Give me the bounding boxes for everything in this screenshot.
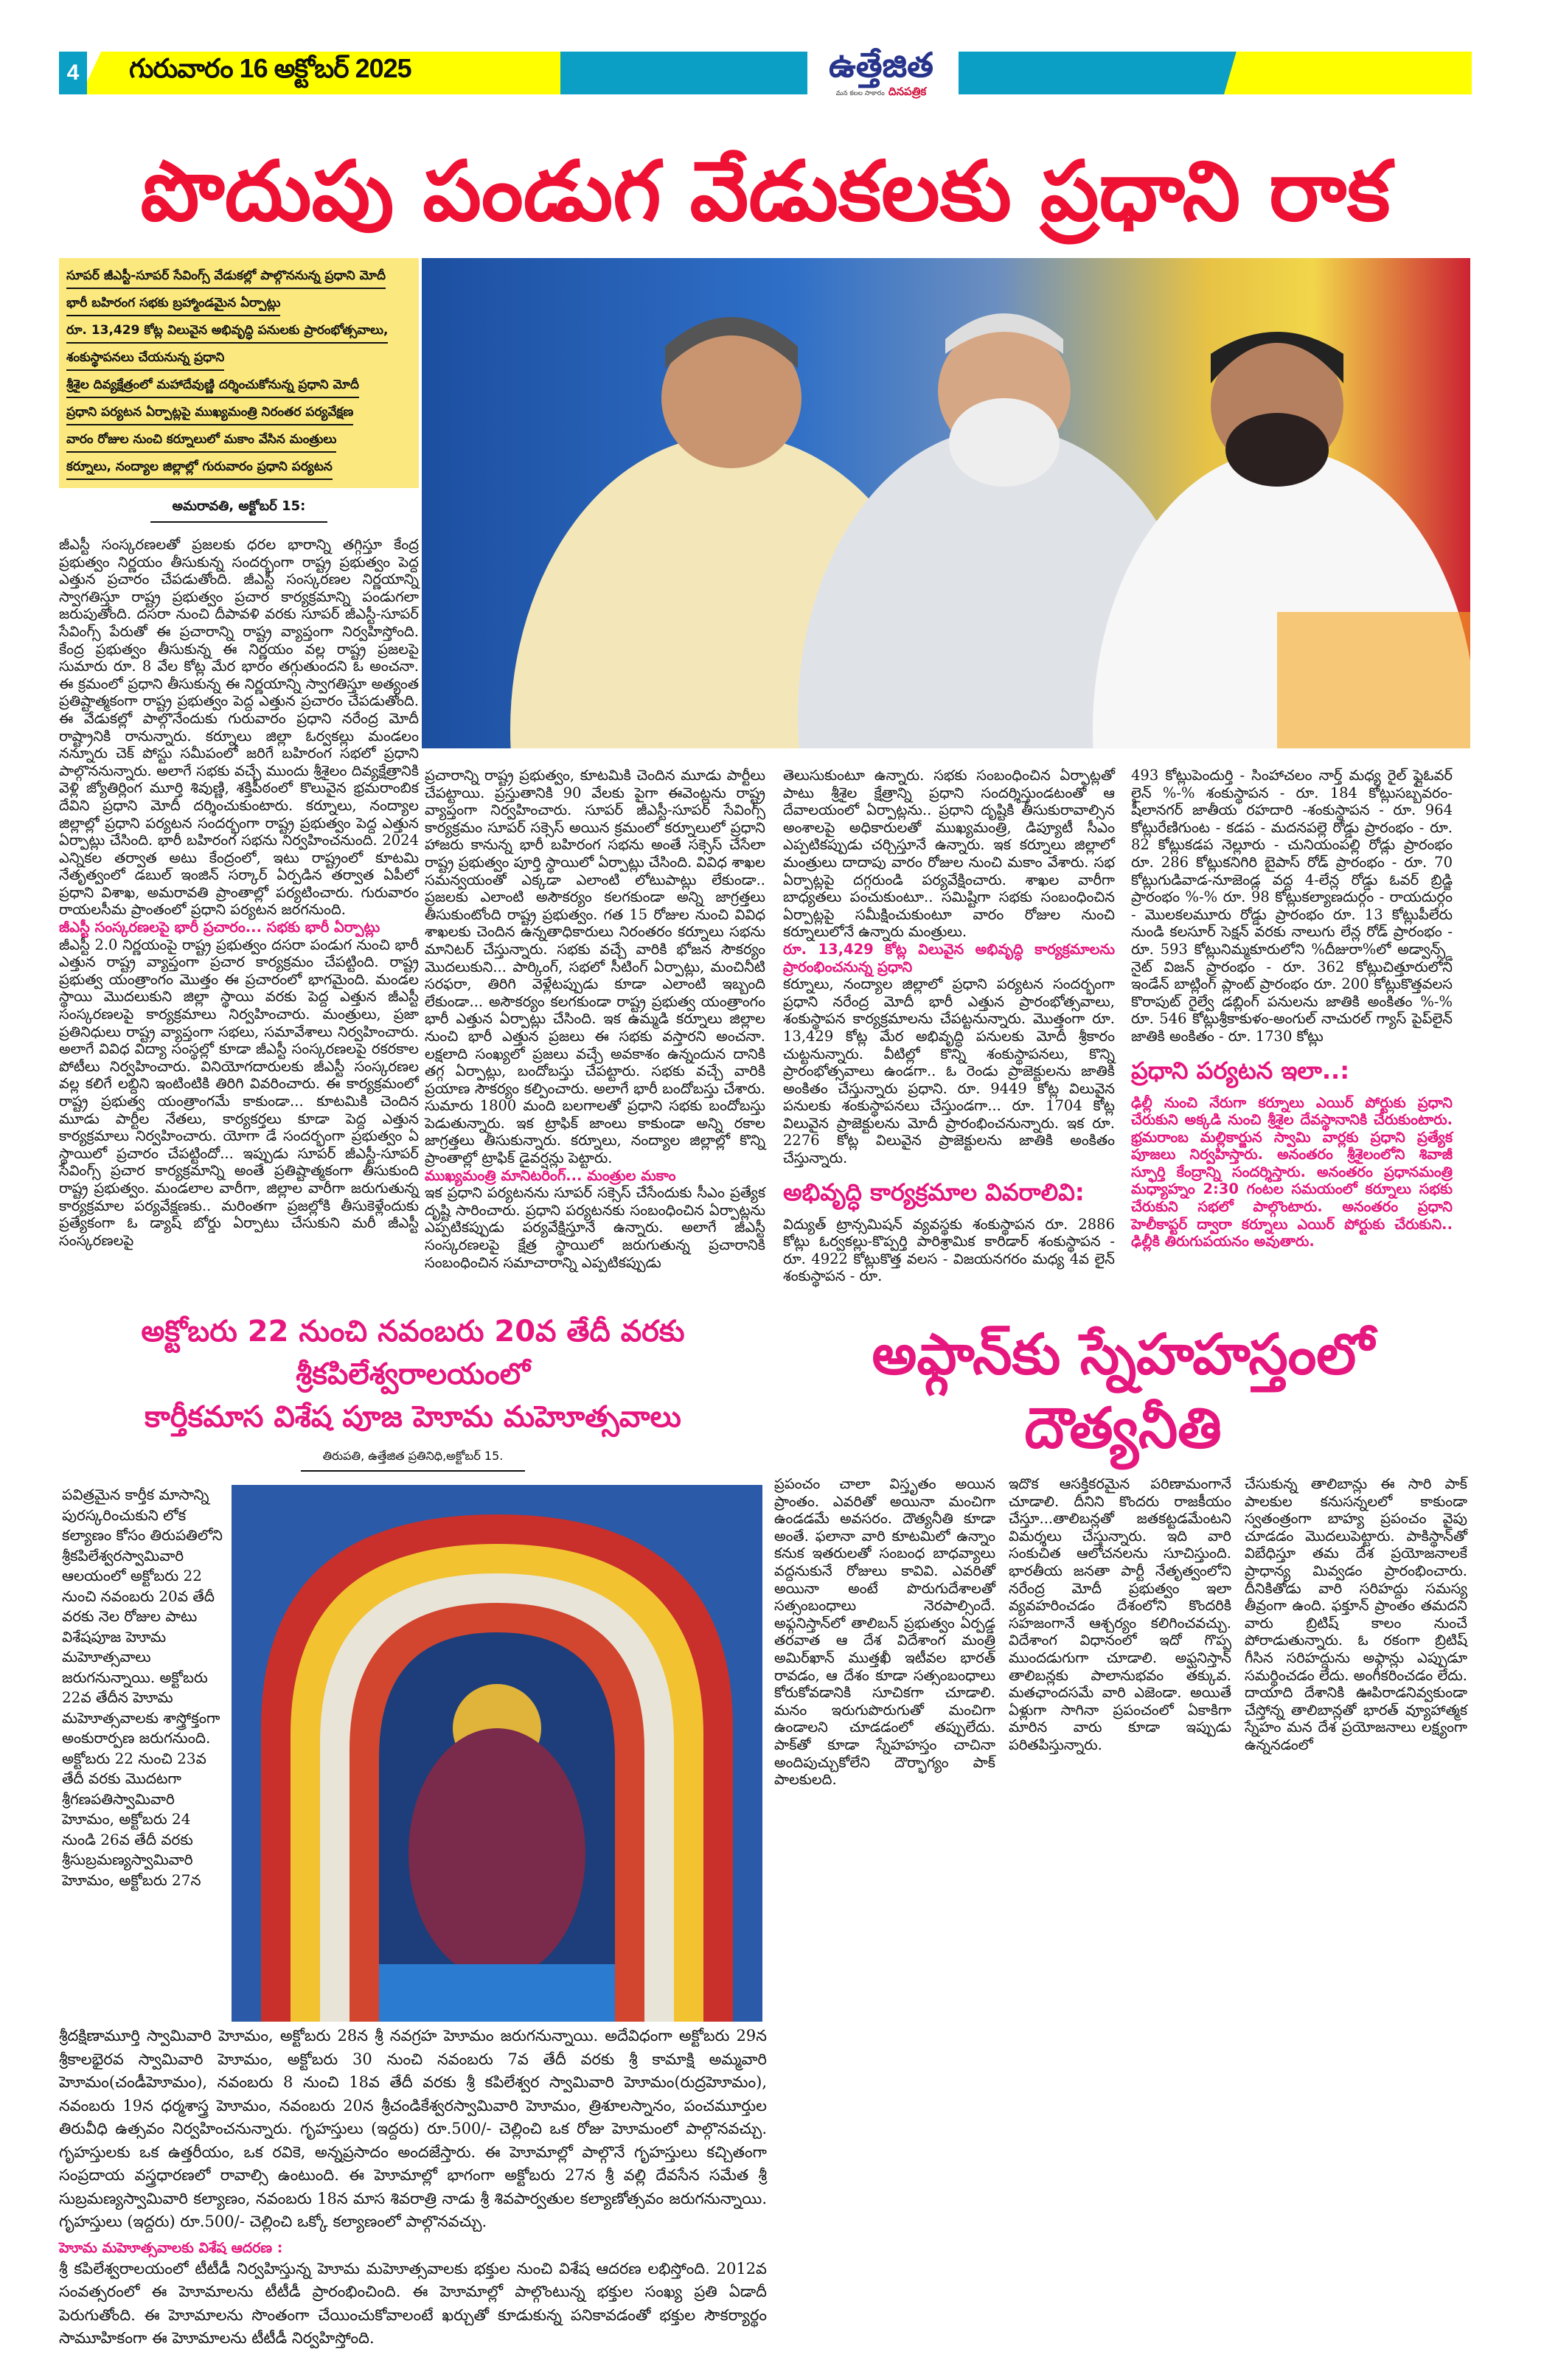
paragraph: కర్నూలు, నంద్యాల జిల్లాలో ప్రధాని పర్యటన సందర్భంగా ప్రధాని నరేంద్ర మోదీ భారీ ఎత్తున ప్రారంభోత్సవాలు, శంకుస్థాపన కార్యక్రమాలను చేపట్టనున్నారు. మొత్తంగా రూ. 13,429 కోట్ల మేర అభివృద్ధి పనులకు మోదీ శ్రీకారం చుట్టనున్నారు. వీటిల్లో కొన్ని శంకుస్థాపనలు, కొన్ని ప్రారంభోత్సవాలు ఉండగా.. ఓ రెండు ప్రాజెక్టులను జాతికి అంకితం చేస్తున్నారు ప్రధాని. రూ. 9449 కోట్ల విలువైన పనులకు శంకుస్థాపనలు చేస్తుండగా... రూ. 1704 కోట్ల విలువైన ప్రాజెక్టులను మోదీ ప్రారంభించనున్నారు. ఇక రూ. 2276 కోట్ల విలువైన ప్రాజెక్టులను జాతికి అంకితం చేస్తున్నారు. xyxy=(783,975,1115,1167)
paragraph: 493 కోట్లుపెందుర్తి - సింహాచలం నార్త్ మధ్య రైల్ ఫ్లైఓవర్ లైన్ %-% శంకుస్థాపన - రూ. 184 కోట్లుసబ్బవరం-షీలానగర్ జాతీయ రహదారి -శంకుస్థాపన - రూ. 964 కోట్లురేణిగుంట - కడప - మదనపల్లె రోడ్డు ప్రారంభం - రూ. 82 కోట్లుకడప నెల్లూరు - చునియంపల్లి రోడ్లు ప్రారంభం రూ. 286 కోట్లుకనిగిరి బైపాస్ రోడ్ ప్రారంభం - రూ. 70 కోట్లుగుడివాడ-నూజెండ్ల వద్ద 4-లేన్ల రోడ్డు ఓవర్ బ్రిడ్జి ప్రారంభం %-% రూ. 98 కోట్లుకల్యాణదుర్గం - రాయదుర్గం - మొలకలమూరు రోడ్డు ప్రారంభం రూ. 13 కోట్లుపీలేరు నుండి కలసూర్ సెక్షన్ వరకు నాలుగు లేన్ల రోడ్ ప్రారంభం - రూ. 593 కోట్లునిమ్మకూరులోని %దీజురా%లో అడ్వాన్స్డ్ నైట్ విజన్ ప్రారంభం - రూ. 362 కోట్లుచిత్తూరులోని ఇండేన్ బాట్లింగ్ ప్లాంట్ ప్రారంభం రూ. 200 కోట్లుకొత్తవలస కొరాపుట్ రైల్వే డబ్లింగ్ పనులను జాతికి అంకితం %-% రూ. 546 కోట్లుశ్రీకాకుళం-అంగుల్ నాచురల్ గ్యాస్ పైప్‌లైన్ జాతికి అంకితం - రూ. 1730 కోట్లు xyxy=(1131,767,1453,1045)
temple-final-paragraph: శ్రీ కపిలేశ్వరాలయంలో టీటీడీ నిర్వహిస్తున్న హెూమ మహెూత్సవాలకు భక్తుల నుంచి విశేష ఆదరణ లభిస్తోంది. 2012వ సంవత్సరంలో ఈ హెూమాలను టీటీడీ ప్రారంభించింది. ఈ హెూమాల్లో పాల్గొంటున్న భక్తుల సంఖ్య ప్రతి ఏడాదీ పెరుగుతోంది. ఈ హెూమాలను సొంతంగా చేయించుకోవాలంటే ఖర్చుతో కూడుకున్న పనికావడంతో భక్తుల సౌకర్యార్థం సామూహికంగా ఈ హెూమాలను టీటీడీ నిర్వహిస్తోంది. xyxy=(59,2259,767,2348)
temple-narrow-column: పవిత్రమైన కార్తీక మాసాన్ని పురస్కరించుకుని లోక కల్యాణం కోసం తిరుపతిలోని శ్రీకపిలేశ్వరస్వామివారి ఆలయంలో అక్టోబరు 22 నుంచి నవంబరు 20వ తేదీ వరకు నెల రోజుల పాటు విశేషపూజ హెూమ మహెూత్సవాలు జరుగనున్నాయి. అక్టోబరు 22వ తేదీన హెూమ మహెూత్సవాలకు శాస్త్రోక్తంగా అంకురార్పణ జరుగనుంది. అక్టోబరు 22 నుంచి 23వ తేదీ వరకు మొదటగా శ్రీగణపతిస్వామివారి హెూమం, అక్టోబరు 24 నుండి 26వ తేదీ వరకు శ్రీసుబ్రమణ్యస్వామివారి హెూమం, అక్టోబరు 27న xyxy=(62,1486,223,1889)
main-article-column-3 xyxy=(783,258,1115,1285)
afghan-column-1: ప్రపంచం చాలా విస్తృతం అయిన ప్రాంతం. ఎవరితో అయినా మంచిగా ఉండడమే అవసరం. దౌత్యనీతి కూడా అంతే. ఫలానా వారి కూటమిలో ఉన్నాం కనుక ఇతరులతో సంబంధ బాధవ్యాలు వద్దనుకునే రోజులు కావివి. ఎవరితో అయినా అంటే పొరుగుదేశాలతో సత్సంబంధాలు నెరపాల్సిందే. అఫ్గనిస్తాన్‌లో తాలిబన్ ప్రభుత్వం ఏర్పడ్డ తరవాత ఆ దేశ విదేశాంగ మంత్రి అమిర్‌ఖాన్ ముత్తఖీ ఇటీవల భారత్ రావడం, ఆ దేశం కూడా సత్సంబంధాలు కోరుకోవడానికి సూచికగా చూడాలి. మనం ఇరుగుపొరుగుతో మంచిగా ఉండాలని చూడడంలో తప్పులేదు. పాక్‌తో కూడా స్నేహహస్తం చాచినా అందిపుచ్చుకోలేని దౌర్భాగ్యం పాక్ పాలకులది. xyxy=(774,1475,995,1789)
highlight-item: శ్రీశైల దివ్యక్షేత్రంలో మహాదేవుణ్ణి దర్శించుకోనున్న ప్రధాని మోదీ xyxy=(66,373,359,398)
main-article-column-1-wrap xyxy=(59,258,419,1249)
temple-dateline xyxy=(59,1449,767,1472)
lower-section xyxy=(59,1310,1472,2380)
highlight-item: సూపర్ జీఎస్టీ-సూపర్ సేవింగ్స్ వేడుకల్లో పాల్గొననున్న ప్రధాని మోదీ xyxy=(66,264,386,289)
paragraph: ఇక ప్రధాని పర్యటనను సూపర్ సక్సెస్ చేసేందుకు సీఎం ప్రత్యేక దృష్టి సారించారు. ప్రధాని పర్యటనకు సంబంధించిన ఏర్పాట్లను ఎప్పటికప్పుడు పర్యవేక్షిస్తూనే ఉన్నారు. అలాగే జీఎస్టీ సంస్కరణలపై క్షేత్ర స్థాయిలో జరుగుతున్న ప్రచారానికి సంబంధించిన సమాచారాన్ని ఎప్పటికప్పుడు xyxy=(425,1184,765,1271)
temple-paragraph: శ్రీదక్షిణామూర్తి స్వామివారి హెూమం, అక్టోబరు 28న శ్రీ నవగ్రహ హెూమం జరుగనున్నాయి. అదేవిధంగా అక్టోబరు 29న శ్రీకాలభైరవ స్వామివారి హెూమం, అక్టోబరు 30 నుంచి నవంబరు 7వ తేదీ వరకు శ్రీ కామాక్షి అమ్మవారి హెూమం(చండీహెూమం), నవంబరు 8 నుంచి 18వ తేదీ వరకు శ్రీ కపిలేశ్వర స్వామివారి హెూమం(రుద్రహెూమం), నవంబరు 19న ధర్మశాస్త్ర హెూమం, నవంబరు 20న శ్రీచండికేశ్వరస్వామివారి హెూమం, త్రిశూలస్నానం, పంచమూర్తుల తిరువీధి ఉత్సవం నిర్వహించనున్నారు. గృహస్తులు (ఇద్దరు) రూ.500/- చెల్లించి ఒక రోజు హెూమంలో పాల్గొనవచ్చు. గృహస్తులకు ఒక ఉత్తరీయం, ఒక రవికె, అన్నప్రసాదం అందజేస్తారు. ఈ హెూమాల్లో పాల్గొనే గృహస్తులు కచ్చితంగా సంప్రదాయ వస్త్రధారణలో రావాల్సి ఉంటుంది. ఈ హెూమాల్లో భాగంగా అక్టోబరు 27న శ్రీ వల్లి దేవసేన సమేత శ్రీ సుబ్రమణ్యస్వామివారి కల్యాణం, నవంబరు 18న మాస శివరాత్రి నాడు శ్రీ శివపార్వతుల కల్యాణోత్సవం జరుగనున్నాయి. గృహస్తులు (ఇద్దరు) రూ.500/- చెల్లించి ఒక్కో కల్యాణంలో పాల్గొనవచ్చు. xyxy=(59,2027,767,2231)
logo-tagline: మన కలల సాకారం xyxy=(835,90,885,97)
page-number: 4 xyxy=(59,52,87,94)
main-dateline xyxy=(59,498,419,523)
afghan-article-headline: అఫ్గాన్‌కు స్నేహహస్తంలో దౌత్యనీతి xyxy=(872,1321,1374,1461)
temple-subheading: హెూమ మహెూత్సవాలకు విశేష ఆదరణ : xyxy=(59,2239,283,2256)
deity-photo-illustration xyxy=(232,1485,762,2022)
temple-intro-row xyxy=(59,1485,767,2022)
paragraph: తెలుసుకుంటూ ఉన్నారు. సభకు సంబంధించిన ఏర్పాట్లతో పాటు శ్రీశైల క్షేత్రాన్ని ప్రధాని సందర్శిస్తుండటంతో ఆ దేవాలయంలో ఏర్పాట్లను.. ప్రధాని దృష్టికి తీసుకురావాల్సిన అంశాలపై అధికారులతో ముఖ్యమంత్రి, డిప్యూటీ సీఎం ఎప్పటికప్పుడు చర్చిస్తూనే ఉన్నారు. ఇక కర్నూలు జిల్లాలో మంత్రులు దాదాపు వారం రోజుల నుంచి మకాం వేశారు. సభ ఏర్పాట్లపై దగ్గరుండి పర్యవేక్షించారు. శాఖల వారీగా బాధ్యతలు పంచుకుంటూ.. సమిష్టిగా సభకు సంబంధించిన ఏర్పాట్లపై సమీక్షించుకుంటూ వారం రోజుల నుంచి కర్నూలులోనే ఉన్నారు మంత్రులు. xyxy=(783,767,1115,941)
main-article-column-4 xyxy=(1131,258,1453,1250)
temple-dateline-text: తిరుపతి, ఉత్తేజిత ప్రతినిధి,అక్టోబర్ 15. xyxy=(301,1449,526,1472)
paragraph: విద్యుత్ ట్రాన్సమిషన్ వ్యవస్థకు శంకుస్థాపన రూ. 2886 కోట్లు ఓర్వకల్లు-కొప్పర్తి పారిశ్రామిక కారిడార్ శంకుస్థాపన - రూ. 4922 కోట్లుకొత్త వలస - విజయనగరం మధ్య 4వ లైన్ శంకుస్థాపన - రూ. xyxy=(783,1215,1115,1285)
main-article-column-1 xyxy=(59,536,419,1249)
subheading: జీఎస్టీ సంస్కరణలపై భారీ ప్రచారం... సభకు భారీ ఏర్పాట్లు xyxy=(59,919,380,936)
highlight-item: కర్నూలు, నంద్యాల జిల్లాల్లో గురువారం ప్రధాని పర్యటన xyxy=(66,455,333,480)
highlight-item: వారం రోజుల నుంచి కర్నూలులో మకాం వేసిన మంత్రులు xyxy=(66,428,336,453)
highlight-item: శంకుస్థాపనలు చేయనున్న ప్రధాని xyxy=(66,346,224,371)
paragraph: జీఎస్టీ సంస్కరణలతో ప్రజలకు ధరల భారాన్ని తగ్గిస్తూ కేంద్ర ప్రభుత్వం నిర్ణయం తీసుకున్న సందర్భంగా రాష్ట్ర ప్రభుత్వం పెద్ద ఎత్తున ప్రచారం చేపడుతోంది. జీఎస్టీ సంస్కరణల నిర్ణయాన్ని స్వాగతిస్తూ రాష్ట్ర ప్రభుత్వం ప్రచార కార్యక్రమాన్ని పండుగలా జరుపుతోంది. దసరా నుంచి దీపావళి వరకు సూపర్ జీఎస్టీ-సూపర్ సేవింగ్స్ పేరుతో ఈ ప్రచారాన్ని రాష్ట్ర వ్యాప్తంగా నిర్వహిస్తోంది. కేంద్ర ప్రభుత్వం తీసుకున్న ఈ నిర్ణయం వల్ల రాష్ట్ర ప్రజలపై సుమారు రూ. 8 వేల కోట్ల మేర భారం తగ్గుతుందని ఓ అంచనా. ఈ క్రమంలో ప్రధాని తీసుకున్న ఈ నిర్ణయాన్ని స్వాగతిస్తూ అత్యంత ప్రతిష్టాత్మకంగా రాష్ట్ర ప్రభుత్వం పెద్ద ఎత్తున ప్రచారం చేపడుతోంది. ఈ వేడుకల్లో పాల్గొనేందుకు గురువారం ప్రధాని నరేంద్ర మోదీ రాష్ట్రానికి రానున్నారు. కర్నూలు జిల్లా ఓర్వకల్లు మండలం నన్నూరు చెక్ పోస్టు సమీపంలో జరిగే బహిరంగ సభలో ప్రధాని పాల్గొననున్నారు. అలాగే సభకు వచ్చే ముందు శ్రీశైలం దివ్యక్షేత్రానికి వెళ్లి జ్యోతిర్లింగ మూర్తి శివుణ్ణి, శక్తిపీఠంలో కొలువైన భ్రమరాంబిక దేవిని ప్రధాని మోదీ దర్శించుకుంటారు. కర్నూలు, నంద్యాల జిల్లాల్లో ప్రధాని పర్యటన సందర్భంగా రాష్ట్ర ప్రభుత్వం పెద్ద ఎత్తున ఏర్పాట్లు చేసింది. భారీ బహిరంగ సభను నిర్వహించనుంది. 2024 ఎన్నికల తర్వాత అటు కేంద్రంలో, ఇటు రాష్ట్రంలో కూటమి నేతృత్వంలో డబుల్ ఇంజిన్ సర్కార్ ఏర్పడిన తర్వాత ఏపీలో ప్రధాని విశాఖ, అమరావతి ప్రాంతాల్లో పర్యటించారు. గురువారం రాయలసీమ ప్రాంతంలో ప్రధాని పర్యటన జరగనుంది. xyxy=(59,536,419,919)
main-headline: పొదుపు పండుగ వేడుకలకు ప్రధాని రాక xyxy=(140,144,1391,240)
section-heading: ప్రధాని పర్యటన ఇలా..: xyxy=(1131,1056,1349,1085)
section-heading: అభివృద్ధి కార్యక్రమాల వివరాలివి: xyxy=(783,1177,1085,1206)
paragraph: ప్రచారాన్ని రాష్ట్ర ప్రభుత్వం, కూటమికి చెందిన మూడు పార్టీలు చేపట్టాయి. ప్రస్తుతానికి 90 వేలకు పైగా ఈవెంట్లను రాష్ట్ర వ్యాప్తంగా నిర్వహించారు. సూపర్ జీఎస్టీ-సూపర్ సేవింగ్స్ కార్యక్రమం సూపర్ సక్సెస్ అయిన క్రమంలో కర్నూలులో ప్రధాని హాజరు కానున్న భారీ బహిరంగ సభను అంతే సక్సెస్ చేసేలా రాష్ట్ర ప్రభుత్వం పూర్తి స్థాయిలో ఏర్పాట్లు చేసింది. వివిధ శాఖల సమన్వయంతో ఎక్కడా ఎలాంటి లోటుపాట్లు లేకుండా.. ప్రజలకు ఎలాంటి అసౌకర్యం కలగకుండా అన్ని జాగ్రత్తలు తీసుకుంటోంది రాష్ట్ర ప్రభుత్వం. గత 15 రోజుల నుంచి వివిధ శాఖలకు చెందిన ఉన్నతాధికారులు నిరంతరం కర్నూలు సభను మానిటర్ చేస్తున్నారు. సభకు వచ్చే వారికి భోజన సౌకర్యం మొదలుకుని... పార్కింగ్, సభలో సీటింగ్ ఏర్పాట్లు, మంచినీటి సరఫరా, తిరిగి వెళ్లేటప్పుడు కూడా ఎలాంటి ఇబ్బంది లేకుండా... అసౌకర్యం కలగకుండా రాష్ట్ర ప్రభుత్వ యంత్రాంగం భారీ ఎత్తున ఏర్పాట్లు చేసింది. ఇక ఉమ్మడి కర్నూలు జిల్లాల నుంచి భారీ ఎత్తున ప్రజలు ఈ సభకు వస్తారని అంచనా. లక్షలాది సంఖ్యలో ప్రజలు వచ్చే అవకాశం ఉన్నందున దానికి తగ్గ ఏర్పాట్లు, బందోబస్తు చేపట్టారు. సభకు వచ్చే వారికి ప్రయాణ సౌకర్యం కల్పించారు. అలాగే భారీ బందోబస్తు చేశారు. సుమారు 1800 మంది బలగాలతో ప్రధాని సభకు బందోబస్తు పెడుతున్నారు. ఇక ట్రాఫిక్ జాంలు కాకుండా అన్ని రకాల జాగ్రత్తలు తీసుకున్నారు. కర్నూలు, నంద్యాల జిల్లాల్లో కొన్ని ప్రాంతాల్లో ట్రాఫిక్ డైవర్షన్లు పెట్టారు. xyxy=(425,767,765,1167)
main-article-column-2 xyxy=(425,258,765,1271)
subheading: రూ. 13,429 కోట్ల విలువైన అభివృద్ధి కార్యక్రమాలను ప్రారంభించనున్న ప్రధాని xyxy=(783,940,1115,975)
afghan-column-3: చేసుకున్న తాలిబాన్లు ఈ సారి పాక్ పాలకుల కనుసన్నలలో కాకుండా స్వతంత్రంగా బాహ్య ప్రపంచం వైపు చూడడం మొదలుపెట్టారు. పాకిస్థాన్‌తో విబేధిస్తూ తమ దేశ ప్రయోజనాలకే ప్రాధాన్య మివ్వడం ప్రారంభించారు. దీనికితోడు వారి సరిహద్దు సమస్య తీవ్రంగా ఉంది. ఫక్తూన్ ప్రాంతం తమదని వారు బ్రిటిష్ కాలం నుంచే పోరాడుతున్నారు. ఓ రకంగా బ్రిటిష్ గీసిన సరిహద్దును అఫ్గాన్లు ఎప్పుడూ సమర్థించడం లేదు. అంగీకరించడం లేదు. దాయాది దేశానికి ఊపిరాడనివ్వకుండా చేస్తోన్న తాలిబాన్లతో భారత్ వ్యూహాత్మక స్నేహం మన దేశ ప్రయోజనాలు లక్ష్యంగా ఉన్ననడంలో xyxy=(1245,1475,1467,1753)
tour-paragraph: ఢిల్లీ నుంచి నేరుగా కర్నూలు ఎయిర్ పోర్టుకు ప్రధాని చేరుకుని అక్కడి నుంచి శ్రీశైల దేవస్థానానికి చేరుకుంటారు. భ్రమరాంబ మల్లికార్జున స్వామి వార్లకు ప్రధాని ప్రత్యేక పూజలు నిర్వహిస్తారు. అనంతరం శ్రీశైలంలోని శివాజీ స్ఫూర్తి కేంద్రాన్ని సందర్శిస్తారు. అనంతరం ప్రధానమంత్రి మధ్యాహ్నం 2:30 గంటల సమయంలో కర్నూలు సభకు చేరుకుని సభలో పాల్గొంటారు. అనంతరం ప్రధాని హెలీకాప్టర్ ద్వారా కర్నూలు ఎయిర్ పోర్టుకు చేరుకుని.. ఢిల్లీకి తిరుగుపయనం అవుతారు. xyxy=(1131,1093,1453,1250)
temple-article xyxy=(59,1310,767,2351)
highlight-item: రూ. 13,429 కోట్ల విలువైన అభివృద్ధి పనులకు ప్రారంభోత్సవాలు, xyxy=(66,319,388,344)
headline-line: కార్తీకమాస విశేష పూజ హెూమ మహెూత్సవాలు xyxy=(145,1400,681,1435)
afghan-columns xyxy=(774,1475,1472,1789)
issue-date: గురువారం 16 అక్టోబర్ 2025 xyxy=(129,53,411,83)
paragraph: జీఎస్టీ 2.0 నిర్ణయంపై రాష్ట్ర ప్రభుత్వం దసరా పండుగ నుంచి భారీ ఎత్తున రాష్ట్ర వ్యాప్తంగా ప్రచార కార్యక్రమం చేపట్టింది. రాష్ట్ర ప్రభుత్వ యంత్రాంగం మొత్తం ఈ ప్రచారంలో భాగమైంది. మండల స్థాయి మొదలుకుని జిల్లా స్థాయి వరకు పెద్ద ఎత్తున జీఎస్టీ సంస్కరణలపై కార్యక్రమాలు నిర్వహించారు. మంత్రులు, ప్రజా ప్రతినిధులు రాష్ట్ర వ్యాప్తంగా సభలు, సమావేశాలు నిర్వహించారు. అలాగే వివిధ విద్యా సంస్థల్లో కూడా జీఎస్టీ సంస్కరణలపై రకరకాల పోటీలు నిర్వహించారు. వినియోగదారులకు జీఎస్టీ సంస్కరణల వల్ల కలిగే లబ్దిని ఇంటింటికి తిరిగి వివరించారు. ఈ కార్యక్రమంలో రాష్ట్ర ప్రభుత్వ యంత్రాంగమే కాకుండా... కూటమికి చెందిన మూడు పార్టీల నేతలు, కార్యకర్తలు కూడా పెద్ద ఎత్తున కార్యక్రమాలు నిర్వహించారు. యోగా డే సందర్భంగా ప్రభుత్వం ఏ స్థాయిలో ప్రచారం చేపట్టిందో... ఇప్పుడు సూపర్ జీఎస్టీ-సూపర్ సేవింగ్స్ ప్రచార కార్యక్రమాన్ని అంతే ప్రతిష్టాత్మకంగా తీసుకుంది రాష్ట్ర ప్రభుత్వం. మండలాల వారీగా, జిల్లాల వారీగా జరుగుతున్న కార్యక్రమాల పర్యవేక్షణకు.. మరింతగా ప్రజల్లోకి తీసుకెళ్లేందుకు ప్రత్యేకంగా ఓ డ్యాష్ బోర్డు ఏర్పాటు చేసుకుని మరీ జీఎస్టీ సంస్కరణలపై xyxy=(59,936,419,1249)
subheading: ముఖ్యమంత్రి మానిటరింగ్... మంత్రుల మకాం xyxy=(425,1166,676,1184)
logo-sub: దినపత్రిక xyxy=(888,85,927,98)
highlight-item: భారీ బహిరంగ సభకు బ్రహ్మాండమైన ఏర్పాట్లు xyxy=(66,291,280,316)
main-article xyxy=(59,0,1472,1285)
logo-name: ఉత్తేజిత xyxy=(829,45,933,85)
afghan-column-2: ఇదొక ఆసక్తికరమైన పరిణామంగానే చూడాలి. దీనిని కొందరు రాజకీయం చేస్తూ...తాలిబన్లతో జతకట్టడమేంటని విమర్శలు చేస్తున్నారు. ఇది వారి సంకుచిత ఆలోచనలను సూచిస్తుంది. భారతీయ జనతా పార్టీ నేతృత్వంలోని నరేంద్ర మోదీ ప్రభుత్వం ఇలా వ్యవహరించడం దేశంలోని కొందరికి సహజంగానే ఆశ్చర్యం కలిగించవచ్చు. విదేశాంగ విధానంలో ఇదో గొప్ప ముందడుగుగా చూడాలి. అఫ్ఘనిస్తాన్ తాలిబన్లకు పాలానుభవం తక్కువ. మతఛాందసమే వారి ఎజెండా. అయితే ఏళ్లుగా సాగినా ప్రపంచంలో ఏకాకిగా మారిన వారు కూడా ఇప్పుడు పరితపిస్తున్నారు. xyxy=(1009,1475,1231,1753)
temple-article-headline xyxy=(59,1310,767,1438)
main-dateline-text: అమరావతి, అక్టోబర్ 15: xyxy=(150,498,328,523)
afghan-article xyxy=(774,1310,1472,1789)
highlight-item: ప్రధాని పర్యటన ఏర్పాట్లపై ముఖ్యమంత్రి నిరంతర పర్యవేక్షణ xyxy=(66,400,353,425)
deity-photo xyxy=(232,1485,762,2022)
headline-line: అక్టోబరు 22 నుంచి నవంబరు 20వ తేదీ వరకు శ్రీకపిలేశ్వరాలయంలో xyxy=(141,1315,685,1392)
highlights-box xyxy=(59,258,419,488)
